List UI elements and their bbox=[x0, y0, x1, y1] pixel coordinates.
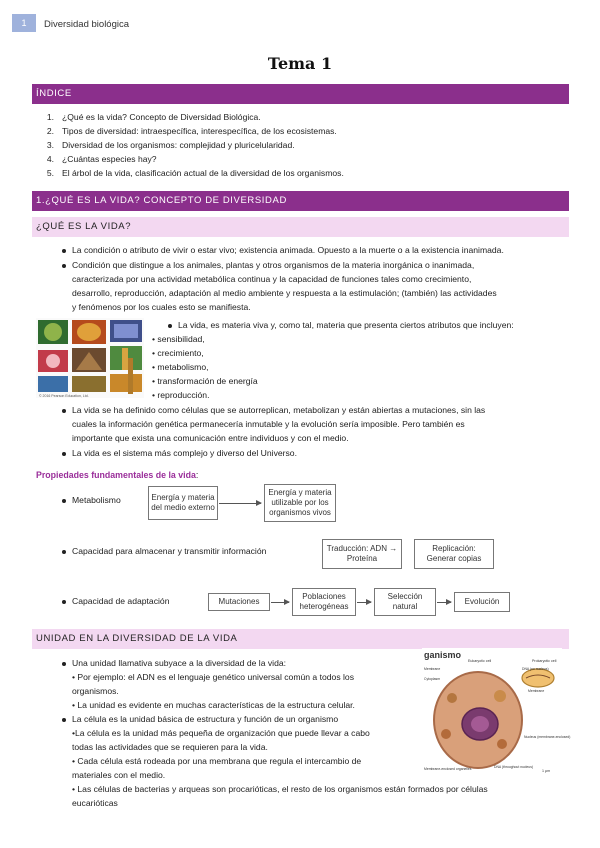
life-definition-1: La condición o atributo de vivir o estar vivo; existencia animada. Opuesto a la muerte o a la existencia inanimada. bbox=[72, 245, 504, 255]
metabolism-label: Metabolismo bbox=[72, 495, 121, 505]
adaptation-label: Capacidad de adaptación bbox=[72, 596, 170, 606]
bullet-dot bbox=[168, 324, 172, 328]
bullet-dot bbox=[62, 264, 66, 268]
section1-subheading: ¿QUÉ ES LA VIDA? bbox=[32, 217, 569, 237]
unity-subitem: • La unidad es evidente en muchas características de la estructura celular. bbox=[72, 700, 355, 710]
attribute-item: • crecimiento, bbox=[152, 348, 204, 358]
unity-subitem-line: todas las actividades que se requieren para la vida. bbox=[72, 742, 268, 752]
bullet-dot bbox=[62, 409, 66, 413]
unity-subitem-line: • Por ejemplo: el ADN es el lenguaje genético universal común a todos los bbox=[72, 672, 354, 682]
bullet-dot bbox=[62, 550, 66, 554]
cell-label: Membrane bbox=[528, 689, 545, 693]
properties-title: Propiedades fundamentales de la vida: bbox=[36, 470, 199, 480]
bullet-dot bbox=[62, 718, 66, 722]
cell-comparison-figure bbox=[422, 648, 571, 776]
cell-label: Cytoplasm bbox=[424, 677, 441, 681]
life-definition-4-line: cuales la información genética permanecería inmutable y la evolución sería imposible. Pero también es bbox=[72, 419, 465, 429]
unity-subitem-line: • Cada célula está rodeada por una membrana que regula el intercambio de bbox=[72, 756, 362, 766]
index-heading: ÍNDICE bbox=[32, 84, 569, 104]
bullet-dot bbox=[62, 499, 66, 503]
life-definition-2-line: y fenómenos por los cuales esto se manifiesta. bbox=[72, 302, 251, 312]
unity-subitem-line: • Las células de bacterias y arqueas son procarióticas, el resto de los organismos están formados por células bbox=[72, 784, 488, 794]
section1-heading: 1.¿QUÉ ES LA VIDA? CONCEPTO DE DIVERSIDAD bbox=[32, 191, 569, 211]
cell-label: Nucleus (membrane-enclosed) bbox=[524, 735, 571, 739]
arrow-icon bbox=[357, 602, 371, 603]
life-characteristics-figure bbox=[36, 318, 144, 398]
arrow-icon bbox=[219, 503, 261, 504]
adaptation-step-box: Selección natural bbox=[374, 588, 436, 616]
cell-label: Eukaryotic cell bbox=[468, 659, 492, 663]
unity-heading: UNIDAD EN LA DIVERSIDAD DE LA VIDA bbox=[32, 629, 569, 649]
index-item[interactable]: 4. ¿Cuántas especies hay? bbox=[46, 154, 157, 164]
cell-label: Membrane bbox=[424, 667, 441, 671]
cell-label: DNA (throughout nucleus) bbox=[494, 765, 534, 769]
attribute-item: • metabolismo, bbox=[152, 362, 209, 372]
life-attributes-intro: La vida, es materia viva y, como tal, materia que presenta ciertos atributos que incluyen: bbox=[178, 320, 514, 330]
cell-label: 1 μm bbox=[542, 769, 551, 773]
life-definition-5: La vida es el sistema más complejo y diverso del Universo. bbox=[72, 448, 297, 458]
unity-bullet-1: Una unidad llamativa subyace a la diversidad de la vida: bbox=[72, 658, 287, 668]
page-number: 1 bbox=[12, 14, 36, 32]
adaptation-step-box: Evolución bbox=[454, 592, 510, 612]
attribute-item: • transformación de energía bbox=[152, 376, 258, 386]
life-definition-2-line: caracterizada por una actividad metabólica continua y la capacidad de funciones tales como crecimiento, bbox=[72, 274, 472, 284]
figure-title: ganismo bbox=[424, 650, 462, 660]
arrow-icon bbox=[437, 602, 451, 603]
attribute-item: • reproducción. bbox=[152, 390, 210, 400]
life-definition-4-line: La vida se ha definido como células que se autorreplican, metabolizan y están abiertas a mutaciones, sin las bbox=[72, 405, 486, 415]
index-list bbox=[40, 110, 560, 182]
page-title: Tema 1 bbox=[267, 54, 333, 73]
metabolism-input-box: Energía y materia del medio externo bbox=[148, 486, 218, 520]
bullet-dot bbox=[62, 452, 66, 456]
cell-label: Prokaryotic cell bbox=[532, 659, 557, 663]
life-definition-2-line: Condición que distingue a los animales, plantas y otros organismos de la materia inorgánica o inanimada, bbox=[72, 260, 475, 270]
cell-label: Membrane-enclosed organelles bbox=[424, 767, 472, 771]
cell-label: DNA (no nucleus) bbox=[522, 667, 549, 671]
bullet-dot bbox=[62, 600, 66, 604]
bullet-dot bbox=[62, 249, 66, 253]
life-definition-2-line: desarrollo, reproducción, adaptación al medio ambiente y respuesta a la estimulación; (también) las actividades bbox=[72, 288, 497, 298]
attribute-item: • sensibilidad, bbox=[152, 334, 205, 344]
index-item[interactable]: 3. Diversidad de los organismos: complejidad y pluricelularidad. bbox=[46, 140, 295, 150]
arrow-icon bbox=[271, 602, 289, 603]
unity-subitem-line: materiales con el medio. bbox=[72, 770, 166, 780]
index-item[interactable]: 5. El árbol de la vida, clasificación actual de la diversidad de los organismos. bbox=[46, 168, 344, 178]
bullet-dot bbox=[62, 662, 66, 666]
index-item[interactable]: 2. Tipos de diversidad: intraespecífica, interespecífica, de los ecosistemas. bbox=[46, 126, 337, 136]
unity-subitem-line: organismos. bbox=[72, 686, 119, 696]
information-label: Capacidad para almacenar y transmitir información bbox=[72, 546, 267, 556]
running-title: Diversidad biológica bbox=[44, 19, 130, 30]
adaptation-step-box: Poblaciones heterogéneas bbox=[292, 588, 356, 616]
figure-caption: © 2016 Pearson Education, Ltd. bbox=[39, 394, 89, 398]
adaptation-step-box: Mutaciones bbox=[208, 593, 270, 611]
unity-subitem-line: •La célula es la unidad más pequeña de organización que puede llevar a cabo bbox=[72, 728, 370, 738]
translation-box: Traducción: ADN → Proteína bbox=[322, 539, 402, 569]
unity-subitem-line: eucarióticas bbox=[72, 798, 118, 808]
life-definition-4-line: importante que exista una comunicación entre individuos y con el medio. bbox=[72, 433, 349, 443]
unity-bullet-2: La célula es la unidad básica de estructura y función de un organismo bbox=[72, 714, 339, 724]
index-item[interactable]: 1. ¿Qué es la vida? Concepto de Diversidad Biológica. bbox=[46, 112, 261, 122]
replication-box: Replicación: Generar copias bbox=[414, 539, 494, 569]
metabolism-output-box: Energía y materia utilizable por los organismos vivos bbox=[264, 484, 336, 522]
